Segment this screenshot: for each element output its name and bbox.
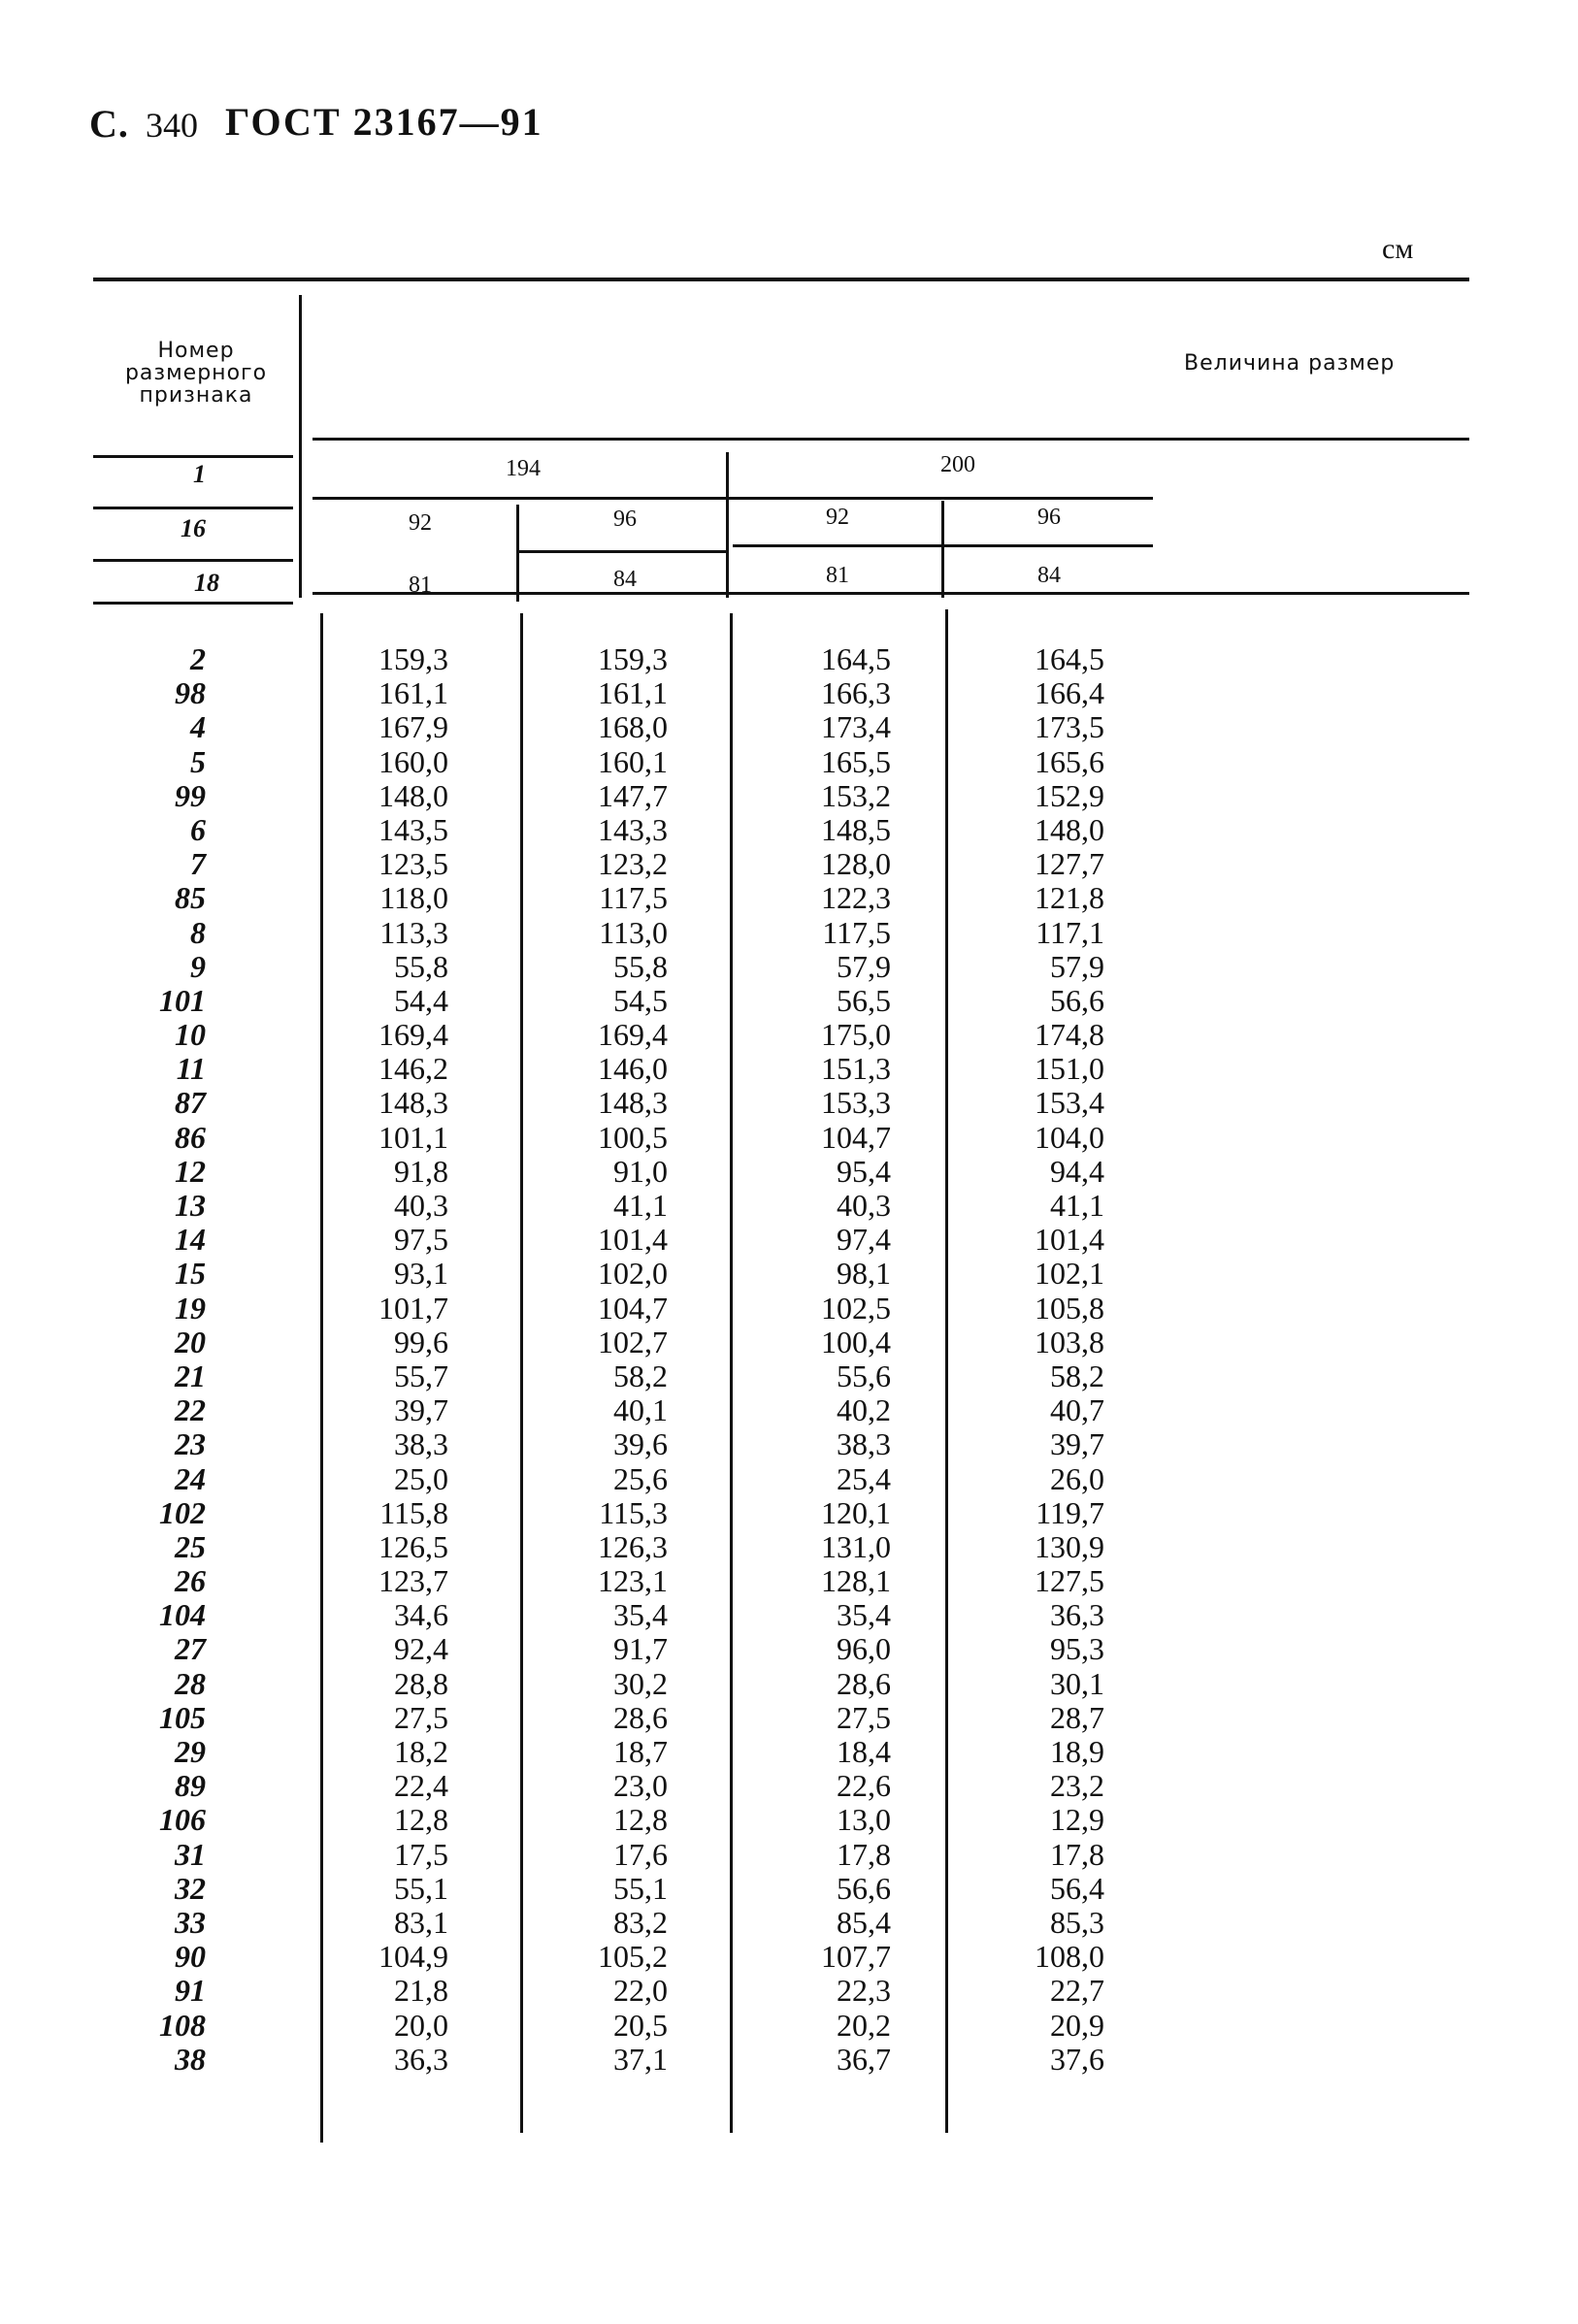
row-value: 40,2	[837, 1392, 891, 1428]
row-value: 102,7	[598, 1324, 668, 1359]
header-group-rule	[312, 438, 1469, 441]
row-value: 27,5	[394, 1699, 448, 1735]
row-value: 91,7	[613, 1631, 668, 1667]
row-value: 159,3	[598, 641, 668, 676]
row-value: 17,8	[837, 1836, 891, 1872]
row-value: 18,7	[613, 1734, 668, 1769]
table-row	[0, 1632, 1578, 1666]
row-value: 12,8	[613, 1802, 668, 1838]
row-feature-number: 2	[190, 641, 206, 676]
table-row	[0, 1121, 1578, 1155]
row-feature-number: 87	[175, 1085, 206, 1121]
row-value: 40,3	[394, 1188, 448, 1223]
page-prefix: С.	[89, 102, 129, 146]
table-row	[0, 1018, 1578, 1052]
row-value: 57,9	[1050, 948, 1104, 984]
row-value: 40,3	[837, 1188, 891, 1223]
row-value: 101,1	[378, 1119, 448, 1155]
header-16-value: 92	[826, 505, 849, 530]
row-value: 22,7	[1050, 1973, 1104, 2009]
row-value: 123,5	[378, 846, 448, 882]
row-value: 153,3	[821, 1085, 891, 1121]
table-row	[0, 916, 1578, 950]
row-value: 117,1	[1036, 914, 1104, 950]
row-value: 117,5	[822, 914, 891, 950]
row-value: 55,8	[394, 948, 448, 984]
table-row	[0, 745, 1578, 779]
row-value: 101,4	[1035, 1222, 1104, 1258]
row-value: 102,0	[598, 1256, 668, 1292]
table-row	[0, 1974, 1578, 2008]
row-value: 131,0	[821, 1528, 891, 1564]
row-value: 143,3	[598, 811, 668, 847]
row-value: 23,2	[1050, 1768, 1104, 1804]
table-row	[0, 1086, 1578, 1120]
table-row	[0, 1530, 1578, 1564]
row-value: 55,8	[613, 948, 668, 984]
row-value: 36,7	[837, 2041, 891, 2077]
row-feature-number: 5	[190, 743, 206, 779]
row-value: 41,1	[613, 1188, 668, 1223]
row-feature-number: 28	[175, 1665, 206, 1701]
row-value: 99,6	[394, 1324, 448, 1359]
row-feature-number: 105	[159, 1699, 206, 1735]
table-row	[0, 881, 1578, 915]
row-feature-number: 7	[190, 846, 206, 882]
row-value: 119,7	[1036, 1494, 1104, 1530]
row-value: 35,4	[837, 1597, 891, 1633]
row-value: 168,0	[598, 709, 668, 745]
row-value: 20,9	[1050, 2007, 1104, 2043]
row-value: 169,4	[378, 1017, 448, 1053]
row-value: 17,5	[394, 1836, 448, 1872]
row-feature-number: 26	[175, 1563, 206, 1599]
table-row	[0, 1155, 1578, 1189]
row-value: 38,3	[837, 1426, 891, 1462]
header-bottom-rule-left	[93, 602, 293, 605]
row-value: 126,3	[598, 1528, 668, 1564]
row-value: 127,5	[1035, 1563, 1104, 1599]
row-value: 34,6	[394, 1597, 448, 1633]
header-key-1: 1	[193, 460, 206, 488]
row-value: 123,1	[598, 1563, 668, 1599]
row-feature-number: 91	[175, 1973, 206, 2009]
row-value: 126,5	[378, 1528, 448, 1564]
row-value: 113,3	[379, 914, 448, 950]
row-value: 20,2	[837, 2007, 891, 2043]
row-value: 173,5	[1035, 709, 1104, 745]
feature-column-title: Номер размерного признака	[124, 339, 268, 408]
row-feature-number: 106	[159, 1802, 206, 1838]
row-value: 18,9	[1050, 1734, 1104, 1769]
row-value: 95,4	[837, 1153, 891, 1189]
row-value: 115,8	[379, 1494, 448, 1530]
row-value: 13,0	[837, 1802, 891, 1838]
row-value: 104,9	[378, 1939, 448, 1975]
row-feature-number: 29	[175, 1734, 206, 1769]
row-value: 92,4	[394, 1631, 448, 1667]
row-value: 153,2	[821, 777, 891, 813]
header-18-value: 81	[409, 573, 432, 598]
header-row-2-rule-left	[93, 507, 293, 509]
row-value: 143,5	[378, 811, 448, 847]
row-value: 38,3	[394, 1426, 448, 1462]
header-key-16: 16	[181, 514, 206, 542]
row-feature-number: 90	[175, 1939, 206, 1975]
table-row	[0, 813, 1578, 847]
row-value: 35,4	[613, 1597, 668, 1633]
table-row	[0, 1462, 1578, 1496]
table-row	[0, 1940, 1578, 1974]
table-row	[0, 1838, 1578, 1872]
row-feature-number: 38	[175, 2041, 206, 2077]
row-value: 100,5	[598, 1119, 668, 1155]
table-top-rule	[93, 278, 1469, 281]
row-feature-number: 23	[175, 1426, 206, 1462]
row-value: 58,2	[1050, 1358, 1104, 1393]
row-feature-number: 25	[175, 1528, 206, 1564]
row-value: 30,1	[1050, 1665, 1104, 1701]
row-value: 113,0	[599, 914, 668, 950]
row-value: 58,2	[613, 1358, 668, 1393]
row-value: 130,9	[1035, 1528, 1104, 1564]
row-feature-number: 6	[190, 811, 206, 847]
row-value: 127,7	[1035, 846, 1104, 882]
row-feature-number: 99	[175, 777, 206, 813]
row-value: 39,7	[394, 1392, 448, 1428]
row-value: 55,1	[394, 1870, 448, 1906]
row-feature-number: 14	[175, 1222, 206, 1258]
header-16-value: 96	[1037, 505, 1061, 530]
row-value: 54,5	[613, 982, 668, 1018]
row-value: 22,0	[613, 1973, 668, 2009]
row-value: 25,6	[613, 1460, 668, 1496]
row-value: 26,0	[1050, 1460, 1104, 1496]
row-value: 151,3	[821, 1051, 891, 1087]
row-feature-number: 4	[190, 709, 206, 745]
row-value: 93,1	[394, 1256, 448, 1292]
row-value: 108,0	[1035, 1939, 1104, 1975]
table-row	[0, 1803, 1578, 1837]
row-value: 160,1	[598, 743, 668, 779]
row-feature-number: 33	[175, 1904, 206, 1940]
header-key-18: 18	[194, 569, 219, 597]
row-feature-number: 19	[175, 1290, 206, 1326]
row-value: 166,3	[821, 675, 891, 711]
row-value: 41,1	[1050, 1188, 1104, 1223]
row-feature-number: 8	[190, 914, 206, 950]
row-value: 98,1	[837, 1256, 891, 1292]
header-group-194: 194	[506, 456, 541, 481]
row-value: 166,4	[1035, 675, 1104, 711]
table-row	[0, 950, 1578, 984]
table-row	[0, 1598, 1578, 1632]
table-row	[0, 1052, 1578, 1086]
row-value: 148,5	[821, 811, 891, 847]
row-value: 123,7	[378, 1563, 448, 1599]
row-feature-number: 11	[176, 1051, 206, 1087]
table-row	[0, 1326, 1578, 1359]
table-row	[0, 2043, 1578, 2077]
row-value: 27,5	[837, 1699, 891, 1735]
row-feature-number: 31	[175, 1836, 206, 1872]
header-18-value: 81	[826, 563, 849, 588]
row-feature-number: 104	[159, 1597, 206, 1633]
row-value: 18,2	[394, 1734, 448, 1769]
header-group-200: 200	[940, 452, 975, 477]
row-value: 101,4	[598, 1222, 668, 1258]
row-value: 101,7	[378, 1290, 448, 1326]
row-value: 151,0	[1035, 1051, 1104, 1087]
row-value: 165,5	[821, 743, 891, 779]
row-value: 85,3	[1050, 1904, 1104, 1940]
row-value: 115,3	[599, 1494, 668, 1530]
row-value: 22,4	[394, 1768, 448, 1804]
row-value: 25,0	[394, 1460, 448, 1496]
row-value: 30,2	[613, 1665, 668, 1701]
row-feature-number: 9	[190, 948, 206, 984]
row-value: 118,0	[379, 880, 448, 916]
table-row	[0, 1292, 1578, 1326]
row-feature-number: 98	[175, 675, 206, 711]
row-value: 55,6	[837, 1358, 891, 1393]
row-feature-number: 13	[175, 1188, 206, 1223]
table-row	[0, 676, 1578, 710]
table-row	[0, 1564, 1578, 1598]
table-row	[0, 1189, 1578, 1223]
row-value: 161,1	[598, 675, 668, 711]
table-row	[0, 847, 1578, 881]
row-value: 148,3	[598, 1085, 668, 1121]
row-feature-number: 24	[175, 1460, 206, 1496]
table-row	[0, 1667, 1578, 1701]
row-value: 12,9	[1050, 1802, 1104, 1838]
row-value: 20,0	[394, 2007, 448, 2043]
value-group-title: Величина размер	[1184, 351, 1396, 376]
row-feature-number: 108	[159, 2007, 206, 2043]
row-value: 56,5	[837, 982, 891, 1018]
row-value: 56,6	[837, 1870, 891, 1906]
row-value: 167,9	[378, 709, 448, 745]
row-value: 120,1	[821, 1494, 891, 1530]
table-row	[0, 1769, 1578, 1803]
row-value: 55,7	[394, 1358, 448, 1393]
row-value: 128,0	[821, 846, 891, 882]
row-value: 91,0	[613, 1153, 668, 1189]
header-row-1-rule-right	[312, 497, 1153, 500]
row-value: 102,5	[821, 1290, 891, 1326]
table-row	[0, 1393, 1578, 1427]
header-16-value: 92	[409, 510, 432, 536]
table-body	[0, 642, 1578, 2077]
unit-label: см	[1382, 233, 1414, 265]
row-feature-number: 20	[175, 1324, 206, 1359]
table-row	[0, 2009, 1578, 2043]
row-value: 85,4	[837, 1904, 891, 1940]
row-value: 152,9	[1035, 777, 1104, 813]
feature-column-divider	[299, 295, 302, 598]
row-feature-number: 86	[175, 1119, 206, 1155]
row-value: 28,6	[837, 1665, 891, 1701]
row-value: 83,2	[613, 1904, 668, 1940]
row-feature-number: 27	[175, 1631, 206, 1667]
row-feature-number: 12	[175, 1153, 206, 1189]
header-18-value: 84	[613, 567, 637, 592]
row-value: 40,7	[1050, 1392, 1104, 1428]
row-feature-number: 32	[175, 1870, 206, 1906]
header-row-1-rule-left	[93, 455, 293, 458]
row-value: 96,0	[837, 1631, 891, 1667]
page-number: 340	[146, 106, 198, 145]
row-value: 107,7	[821, 1939, 891, 1975]
row-feature-number: 10	[175, 1017, 206, 1053]
row-value: 83,1	[394, 1904, 448, 1940]
table-row	[0, 1257, 1578, 1291]
row-value: 22,6	[837, 1768, 891, 1804]
row-value: 18,4	[837, 1734, 891, 1769]
table-row	[0, 984, 1578, 1018]
row-value: 148,0	[1035, 811, 1104, 847]
row-value: 103,8	[1035, 1324, 1104, 1359]
row-value: 105,8	[1035, 1290, 1104, 1326]
row-value: 95,3	[1050, 1631, 1104, 1667]
row-value: 97,4	[837, 1222, 891, 1258]
row-value: 148,0	[378, 777, 448, 813]
row-value: 39,6	[613, 1426, 668, 1462]
row-value: 161,1	[378, 675, 448, 711]
table-row	[0, 1427, 1578, 1461]
header-row-2-subrule-a	[516, 550, 726, 553]
table-row	[0, 710, 1578, 744]
row-value: 104,7	[821, 1119, 891, 1155]
row-value: 36,3	[1050, 1597, 1104, 1633]
row-value: 17,6	[613, 1836, 668, 1872]
row-value: 102,1	[1035, 1256, 1104, 1292]
row-value: 146,0	[598, 1051, 668, 1087]
row-value: 54,4	[394, 982, 448, 1018]
row-value: 91,8	[394, 1153, 448, 1189]
row-value: 174,8	[1035, 1017, 1104, 1053]
row-value: 28,8	[394, 1665, 448, 1701]
table-row	[0, 1223, 1578, 1257]
table-row	[0, 1496, 1578, 1530]
row-value: 146,2	[378, 1051, 448, 1087]
table-row	[0, 1701, 1578, 1735]
row-value: 153,4	[1035, 1085, 1104, 1121]
row-value: 40,1	[613, 1392, 668, 1428]
row-feature-number: 22	[175, 1392, 206, 1428]
row-value: 28,6	[613, 1699, 668, 1735]
row-feature-number: 101	[159, 982, 206, 1018]
row-value: 55,1	[613, 1870, 668, 1906]
row-value: 20,5	[613, 2007, 668, 2043]
table-row	[0, 1735, 1578, 1769]
table-row	[0, 642, 1578, 676]
row-value: 105,2	[598, 1939, 668, 1975]
row-value: 12,8	[394, 1802, 448, 1838]
row-value: 148,3	[378, 1085, 448, 1121]
header-16-value: 96	[613, 507, 637, 532]
row-value: 173,4	[821, 709, 891, 745]
row-value: 104,7	[598, 1290, 668, 1326]
row-feature-number: 15	[175, 1256, 206, 1292]
row-value: 159,3	[378, 641, 448, 676]
row-value: 97,5	[394, 1222, 448, 1258]
row-value: 57,9	[837, 948, 891, 984]
row-value: 25,4	[837, 1460, 891, 1496]
row-value: 175,0	[821, 1017, 891, 1053]
row-value: 160,0	[378, 743, 448, 779]
row-value: 164,5	[821, 641, 891, 676]
row-value: 123,2	[598, 846, 668, 882]
header-row-3-rule-left	[93, 559, 293, 562]
row-value: 147,7	[598, 777, 668, 813]
row-value: 36,3	[394, 2041, 448, 2077]
row-value: 28,7	[1050, 1699, 1104, 1735]
header-18-value: 84	[1037, 563, 1061, 588]
row-value: 128,1	[821, 1563, 891, 1599]
row-value: 121,8	[1035, 880, 1104, 916]
row-feature-number: 89	[175, 1768, 206, 1804]
row-value: 56,4	[1050, 1870, 1104, 1906]
row-value: 17,8	[1050, 1836, 1104, 1872]
row-value: 37,1	[613, 2041, 668, 2077]
row-value: 39,7	[1050, 1426, 1104, 1462]
row-value: 94,4	[1050, 1153, 1104, 1189]
row-feature-number: 85	[175, 880, 206, 916]
row-value: 21,8	[394, 1973, 448, 2009]
table-row	[0, 1359, 1578, 1393]
row-value: 56,6	[1050, 982, 1104, 1018]
row-value: 22,3	[837, 1973, 891, 2009]
row-value: 122,3	[821, 880, 891, 916]
row-value: 37,6	[1050, 2041, 1104, 2077]
standard-title: ГОСТ 23167—91	[225, 100, 543, 144]
table-row	[0, 1872, 1578, 1906]
row-value: 169,4	[598, 1017, 668, 1053]
row-value: 117,5	[599, 880, 668, 916]
row-value: 23,0	[613, 1768, 668, 1804]
row-feature-number: 102	[159, 1494, 206, 1530]
row-value: 100,4	[821, 1324, 891, 1359]
table-row	[0, 779, 1578, 813]
row-value: 104,0	[1035, 1119, 1104, 1155]
row-value: 165,6	[1035, 743, 1104, 779]
row-value: 164,5	[1035, 641, 1104, 676]
row-feature-number: 21	[175, 1358, 206, 1393]
table-row	[0, 1906, 1578, 1940]
